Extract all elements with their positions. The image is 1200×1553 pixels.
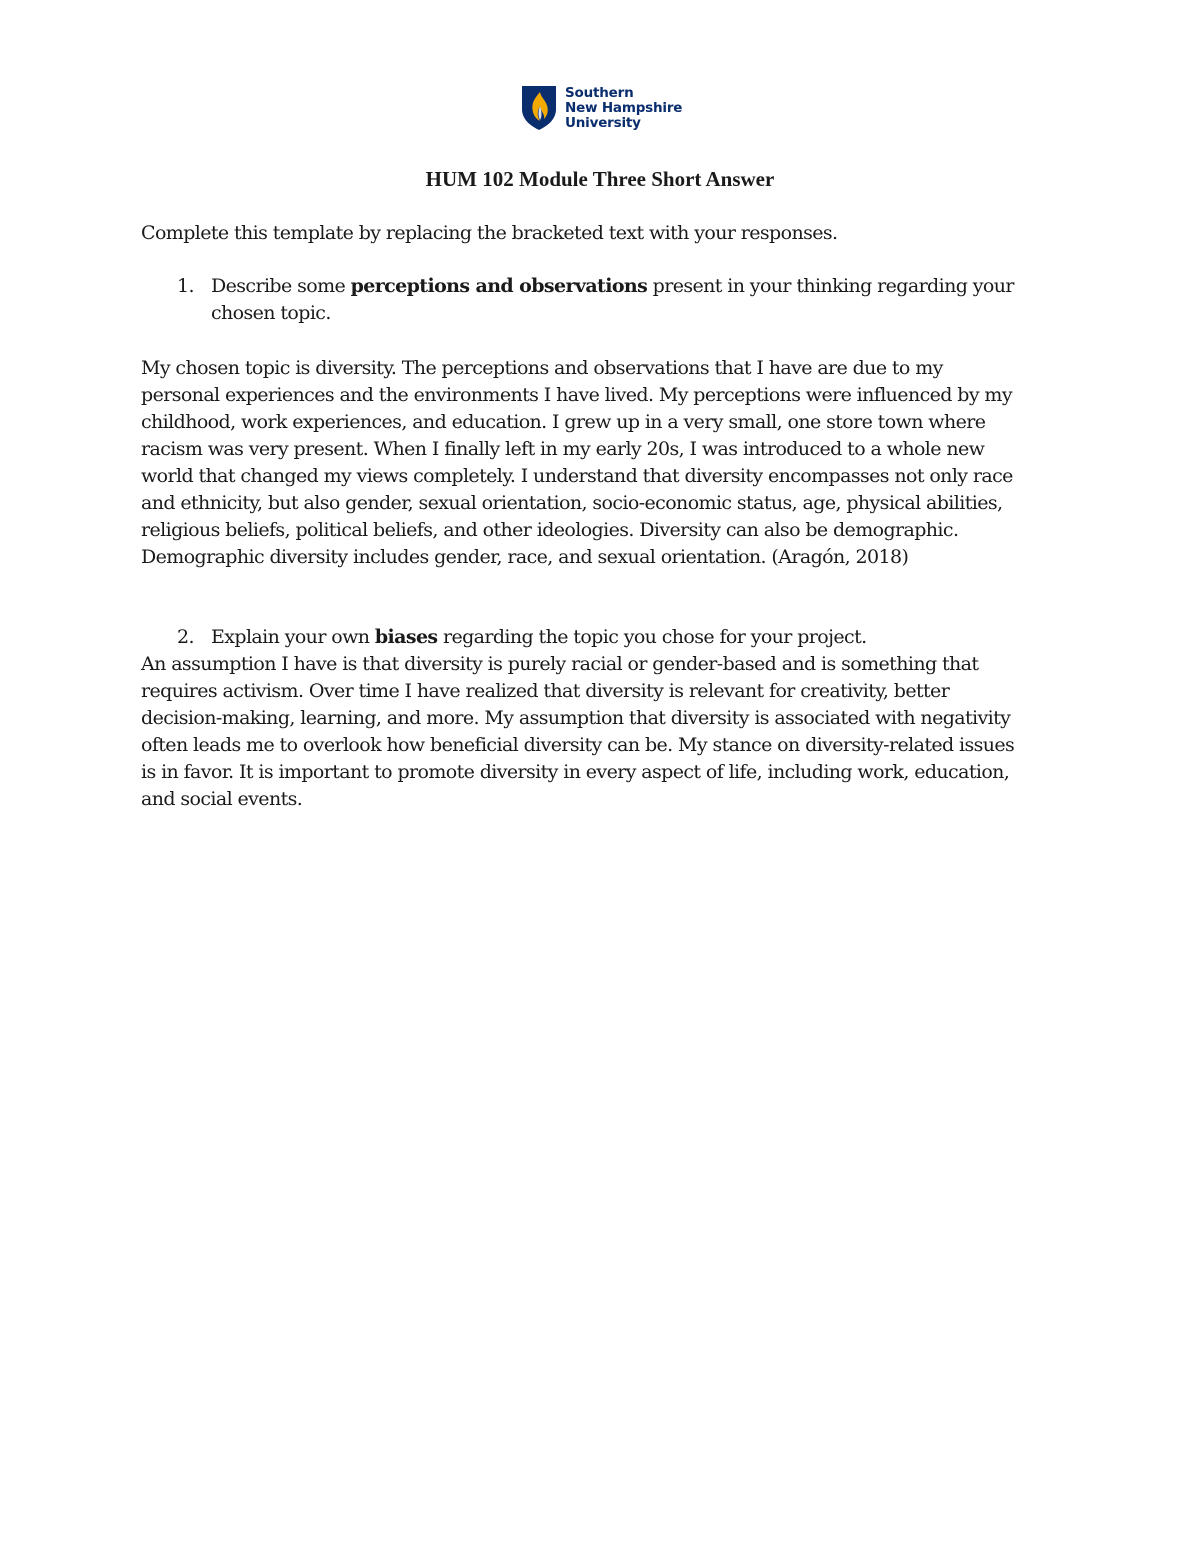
answer-1 xyxy=(141,355,1071,571)
question-1-line-2: chosen topic. xyxy=(211,302,331,324)
shield-flame-icon xyxy=(521,85,557,131)
answer-2-line: requires activism. Over time I have realized that diversity is relevant for creativity, better xyxy=(141,680,950,702)
logo-line-2: New Hampshire xyxy=(565,99,683,116)
question-1-number: 1. xyxy=(177,275,194,297)
answer-2 xyxy=(141,651,1071,813)
question-2-emphasis: biases xyxy=(374,626,438,648)
question-1-line-1 xyxy=(211,273,1014,300)
question-2-text xyxy=(211,624,867,651)
question-1-emphasis: perceptions and observations xyxy=(350,275,648,297)
logo-wordmark xyxy=(565,86,682,131)
instructions: Complete this template by replacing the bracketed text with your responses. xyxy=(141,222,838,244)
answer-1-line: religious beliefs, political beliefs, and other ideologies. Diversity can also be demographic. xyxy=(141,519,959,541)
answer-1-line: and ethnicity, but also gender, sexual orientation, socio-economic status, age, physical abilities, xyxy=(141,492,1003,514)
university-logo xyxy=(521,84,686,132)
question-1-text xyxy=(211,273,1014,327)
answer-2-line: often leads me to overlook how beneficial diversity can be. My stance on diversity-related issues xyxy=(141,734,1015,756)
logo-line-1: Southern xyxy=(565,84,634,101)
answer-1-line: personal experiences and the environments I have lived. My perceptions were influenced by my xyxy=(141,384,1012,406)
answer-1-line: My chosen topic is diversity. The perceptions and observations that I have are due to my xyxy=(141,357,943,379)
question-2-text-before: Explain your own xyxy=(211,626,375,648)
question-1-text-after: present in your thinking regarding your xyxy=(647,275,1014,297)
logo-line-3: University xyxy=(565,114,641,131)
answer-2-line: An assumption I have is that diversity is purely racial or gender-based and is something that xyxy=(141,653,979,675)
answer-1-line: racism was very present. When I finally left in my early 20s, I was introduced to a whole new xyxy=(141,438,985,460)
question-2-text-after: regarding the topic you chose for your project. xyxy=(437,626,867,648)
question-2-number: 2. xyxy=(177,626,194,648)
answer-1-line: childhood, work experiences, and education. I grew up in a very small, one store town where xyxy=(141,411,986,433)
document-title: HUM 102 Module Three Short Answer xyxy=(425,167,775,191)
answer-1-line: world that changed my views completely. I understand that diversity encompasses not only race xyxy=(141,465,1013,487)
answer-1-line: Demographic diversity includes gender, race, and sexual orientation. (Aragón, 2018) xyxy=(141,546,909,568)
answer-2-line: and social events. xyxy=(141,788,303,810)
question-1-text-before: Describe some xyxy=(211,275,351,297)
answer-2-line: is in favor. It is important to promote diversity in every aspect of life, including work, education, xyxy=(141,761,1010,783)
answer-2-line: decision-making, learning, and more. My assumption that diversity is associated with negativity xyxy=(141,707,1011,729)
question-2-line-1 xyxy=(211,624,867,651)
